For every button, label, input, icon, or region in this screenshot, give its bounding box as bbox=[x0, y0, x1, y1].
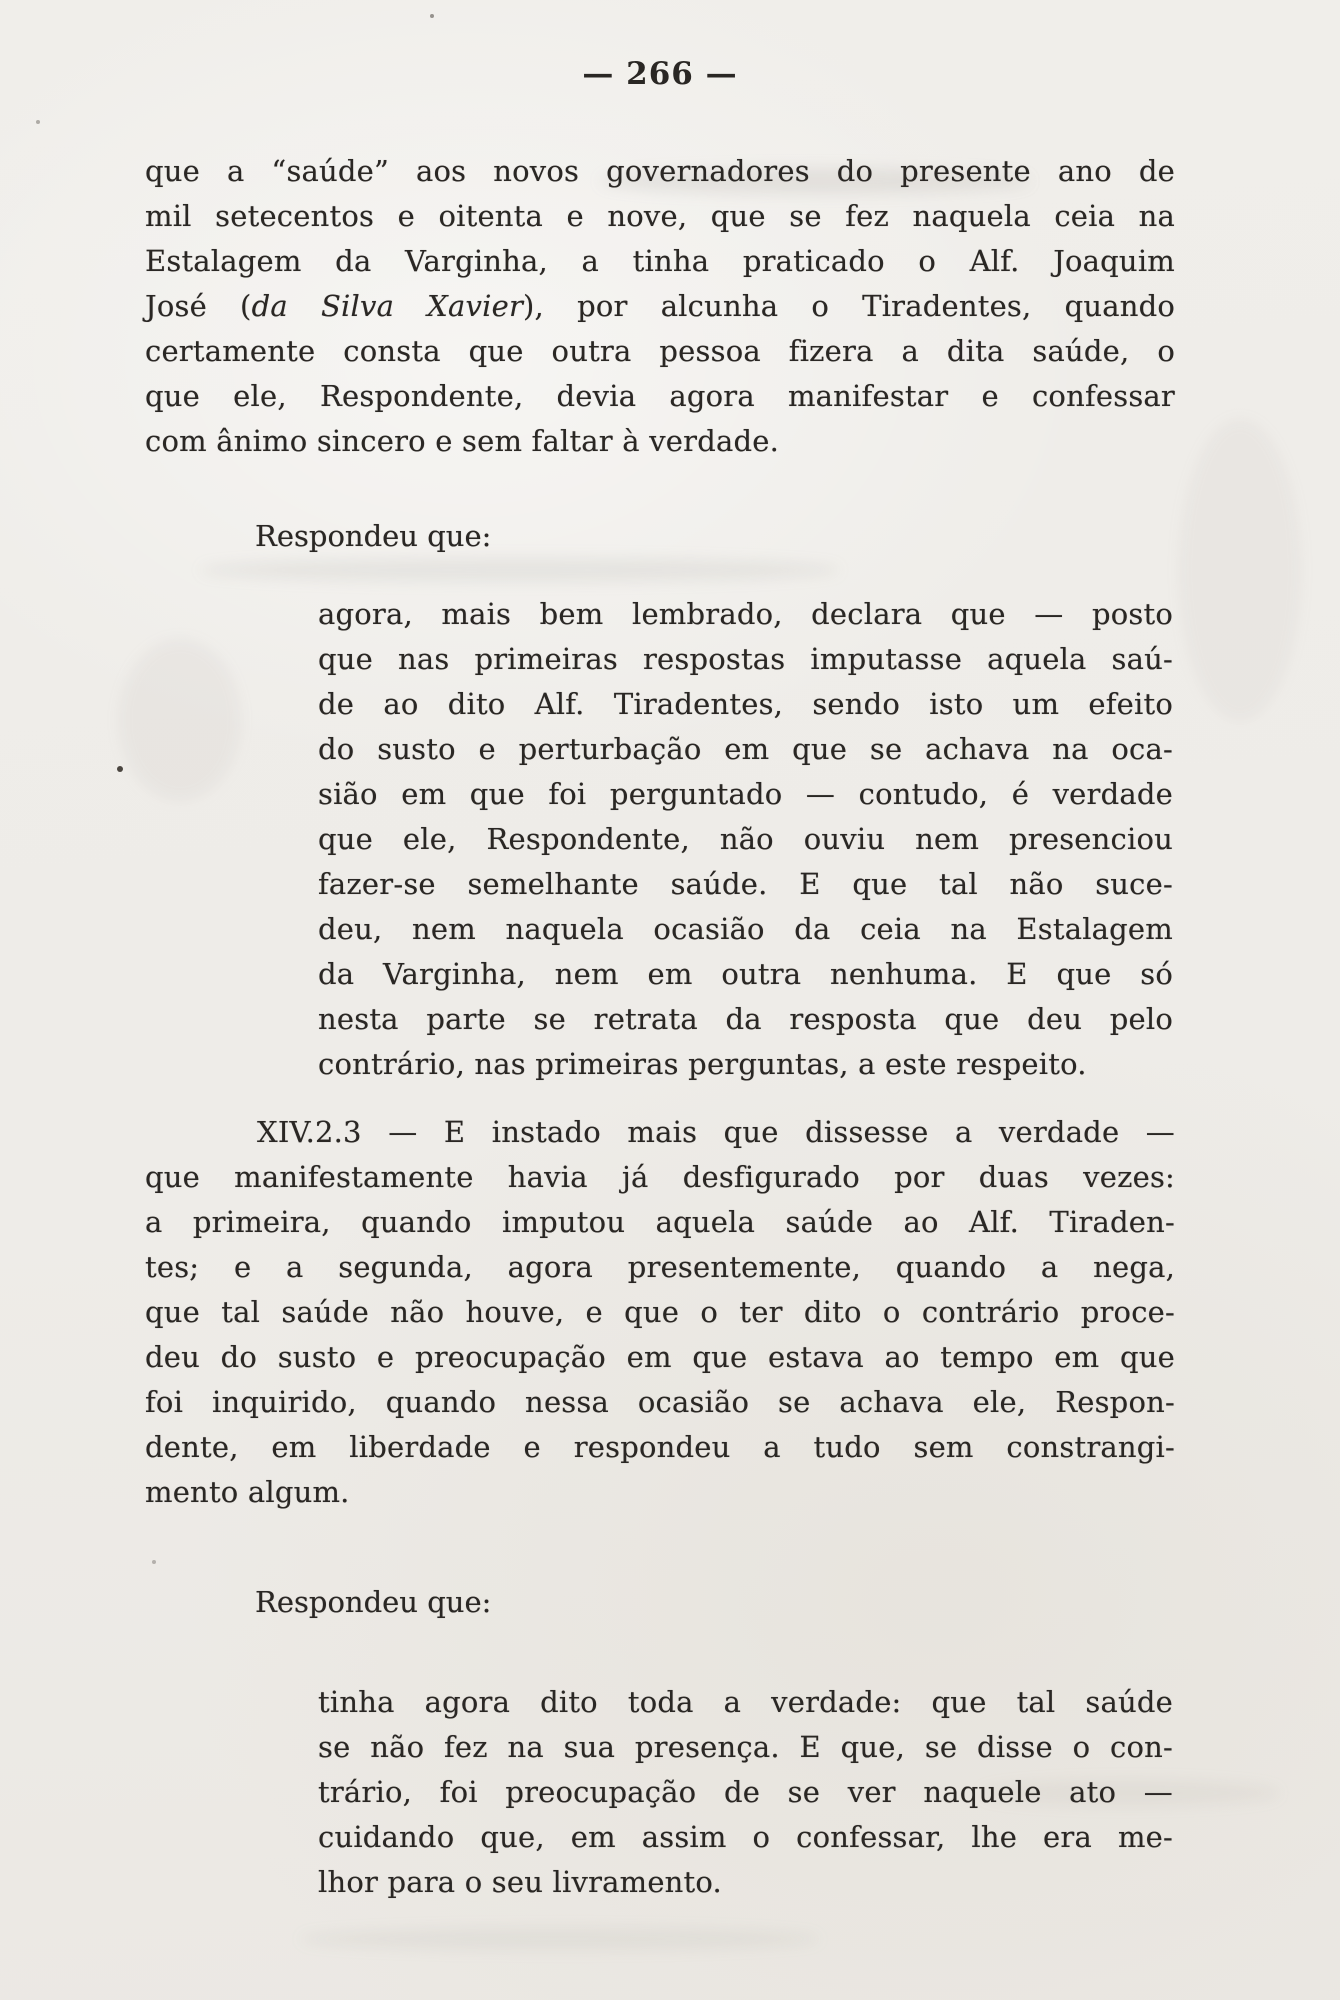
ink-speck bbox=[117, 766, 123, 772]
paper-smudge bbox=[120, 640, 240, 800]
text-line: mil setecentos e oitenta e nove, que se fez naquela ceia na bbox=[145, 199, 1175, 233]
text-line: que ele, Respondente, não ouviu nem presenciou bbox=[318, 822, 1173, 856]
answer-block-1 bbox=[318, 592, 1173, 1087]
respondeu-label-2: Respondeu que: bbox=[255, 1585, 492, 1619]
text-line: certamente consta que outra pessoa fizera a dita saúde, o bbox=[145, 334, 1175, 368]
paragraph-continuation bbox=[145, 149, 1175, 464]
text-line: se não fez na sua presença. E que, se disse o con- bbox=[318, 1730, 1173, 1764]
text-line: tinha agora dito toda a verdade: que tal saúde bbox=[318, 1685, 1173, 1719]
text-line: XIV.2.3 — E instado mais que dissesse a verdade — bbox=[257, 1115, 1175, 1149]
text-line: que manifestamente havia já desfigurado por duas vezes: bbox=[145, 1160, 1175, 1194]
text-line: de ao dito Alf. Tiradentes, sendo isto um efeito bbox=[318, 687, 1173, 721]
text-line: trário, foi preocupação de se ver naquele ato — bbox=[318, 1775, 1173, 1809]
text-line: dente, em liberdade e respondeu a tudo sem constrangi- bbox=[145, 1430, 1175, 1464]
text-line: fazer-se semelhante saúde. E que tal não suce- bbox=[318, 867, 1173, 901]
text-line: com ânimo sincero e sem faltar à verdade. bbox=[145, 424, 779, 458]
text-line: lhor para o seu livramento. bbox=[318, 1865, 722, 1899]
text-line: deu do susto e preocupação em que estava ao tempo em que bbox=[145, 1340, 1175, 1374]
section-xiv-2-3-paragraph bbox=[145, 1110, 1175, 1515]
text-line: que a “saúde” aos novos governadores do presente ano de bbox=[145, 154, 1175, 188]
ink-speck bbox=[152, 1560, 156, 1564]
page-number: — 266 — bbox=[582, 56, 738, 92]
text-line: deu, nem naquela ocasião da ceia na Estalagem bbox=[318, 912, 1173, 946]
text-line: da Varginha, nem em outra nenhuma. E que só bbox=[318, 957, 1173, 991]
paper-smudge bbox=[1180, 420, 1300, 720]
text-line: sião em que foi perguntado — contudo, é verdade bbox=[318, 777, 1173, 811]
respondeu-label-1: Respondeu que: bbox=[255, 519, 492, 553]
text-line: agora, mais bem lembrado, declara que — posto bbox=[318, 597, 1173, 631]
text-line: que ele, Respondente, devia agora manifestar e confessar bbox=[145, 379, 1175, 413]
text-line: nesta parte se retrata da resposta que deu pelo bbox=[318, 1002, 1173, 1036]
answer-block-2 bbox=[318, 1680, 1173, 1905]
text-line: do susto e perturbação em que se achava na oca- bbox=[318, 732, 1173, 766]
text-line: foi inquirido, quando nessa ocasião se achava ele, Respon- bbox=[145, 1385, 1175, 1419]
text-line: cuidando que, em assim o confessar, lhe era me- bbox=[318, 1820, 1173, 1854]
ink-speck bbox=[430, 14, 434, 18]
paper-smudge bbox=[300, 1928, 820, 1950]
text-line: mento algum. bbox=[145, 1475, 350, 1509]
text-line: Estalagem da Varginha, a tinha praticado o Alf. Joaquim bbox=[145, 244, 1175, 278]
text-line: que nas primeiras respostas imputasse aquela saú- bbox=[318, 642, 1173, 676]
text-line: que tal saúde não houve, e que o ter dito o contrário proce- bbox=[145, 1295, 1175, 1329]
text-line: a primeira, quando imputou aquela saúde ao Alf. Tiraden- bbox=[145, 1205, 1175, 1239]
ink-speck bbox=[36, 120, 40, 124]
text-line: contrário, nas primeiras perguntas, a este respeito. bbox=[318, 1047, 1087, 1081]
text-line: tes; e a segunda, agora presentemente, quando a nega, bbox=[145, 1250, 1175, 1284]
paper-smudge bbox=[200, 558, 840, 582]
text-line: José (da Silva Xavier), por alcunha o Tiradentes, quando bbox=[145, 289, 1175, 323]
italic-text: da Silva Xavier bbox=[251, 289, 524, 323]
